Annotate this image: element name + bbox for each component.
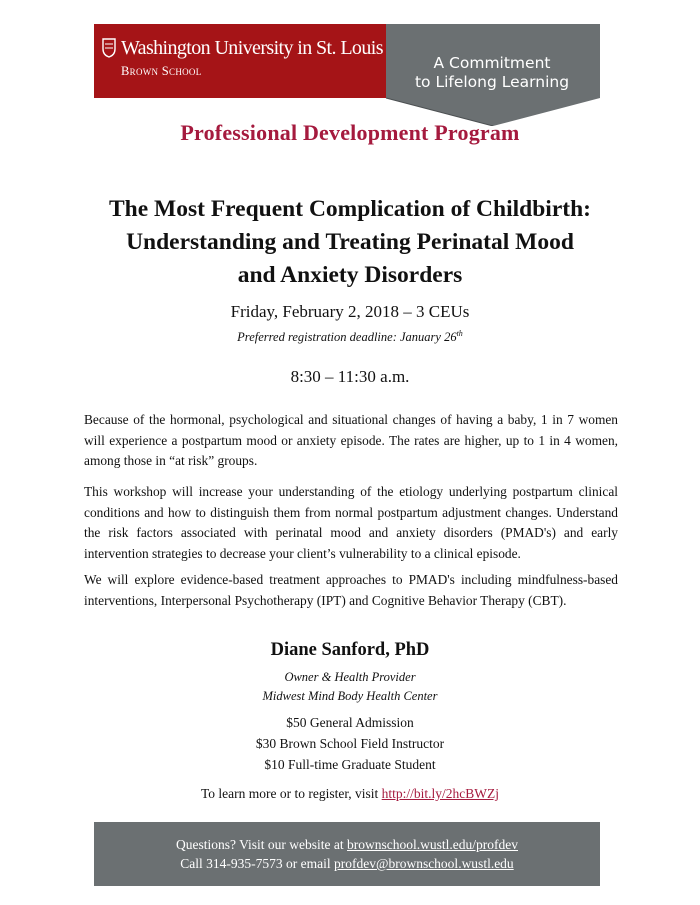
footer-website-link[interactable]: brownschool.wustl.edu/profdev (347, 837, 519, 852)
register-line (0, 786, 700, 802)
footer-phone-text: Call 314-935-7573 or email (180, 856, 331, 871)
speaker-name: Diane Sanford, PhD (270, 640, 430, 660)
price-graduate-student: $10 Full-time Graduate Student (264, 757, 436, 772)
commitment-line-2: to Lifelong Learning (414, 73, 570, 91)
commitment-line-1: A Commitment (433, 54, 551, 72)
price-field-instructor: $30 Brown School Field Instructor (255, 736, 445, 751)
register-link[interactable]: http://bit.ly/2hcBWZj (381, 786, 500, 801)
speaker-role: Owner & Health Provider (284, 670, 416, 684)
footer-website-text: Questions? Visit our website at (175, 837, 344, 852)
deadline-text: Preferred registration deadline: January 26 (237, 330, 457, 345)
event-title-line-2: Understanding and Treating Perinatal Mood (126, 229, 574, 255)
program-title: Professional Development Program (180, 120, 520, 145)
university-crest-icon (102, 38, 116, 58)
description-paragraph-1: Because of the hormonal, psychological and situational changes of having a baby, 1 in 7 women will experience a postpartum mood or anxiety episode. The rates are higher, up to 1 in 4 women, among those in “at risk” groups. (84, 412, 618, 469)
footer-contact-band (94, 822, 600, 886)
footer-email-link[interactable]: profdev@brownschool.wustl.edu (334, 856, 514, 871)
event-title-line-3: and Anxiety Disorders (237, 262, 463, 288)
speaker-organization: Midwest Mind Body Health Center (262, 689, 438, 703)
university-banner (94, 24, 386, 98)
event-date: Friday, February 2, 2018 – 3 CEUs (230, 302, 470, 321)
description-paragraph-2: This workshop will increase your understanding of the etiology underlying postpartum clinical conditions and how to distinguish them from normal postpartum adjustment changes. Understand the risk factors associated with perinatal mood and anxiety disorders (PMAD's) and early intervention strategies to decrease your client’s vulnerability to a clinical episode. (84, 484, 618, 561)
school-name: Brown School (121, 64, 202, 78)
event-title-line-1: The Most Frequent Complication of Childbirth: (109, 196, 591, 222)
register-text: To learn more or to register, visit (200, 786, 379, 801)
university-name: Washington University in St. Louis (121, 37, 383, 59)
registration-deadline (0, 329, 700, 345)
event-title (60, 193, 640, 292)
event-time: 8:30 – 11:30 a.m. (290, 367, 410, 386)
footer-line-2 (94, 854, 600, 873)
commitment-text (390, 54, 594, 92)
deadline-suffix: th (456, 329, 463, 338)
description-paragraph-3: We will explore evidence-based treatment approaches to PMAD's including mindfulness-based interventions, Interpersonal Psychotherapy (IPT) and Cognitive Behavior Therapy (CBT). (84, 572, 618, 608)
footer-line-1 (94, 835, 600, 854)
price-general-admission: $50 General Admission (286, 715, 414, 730)
